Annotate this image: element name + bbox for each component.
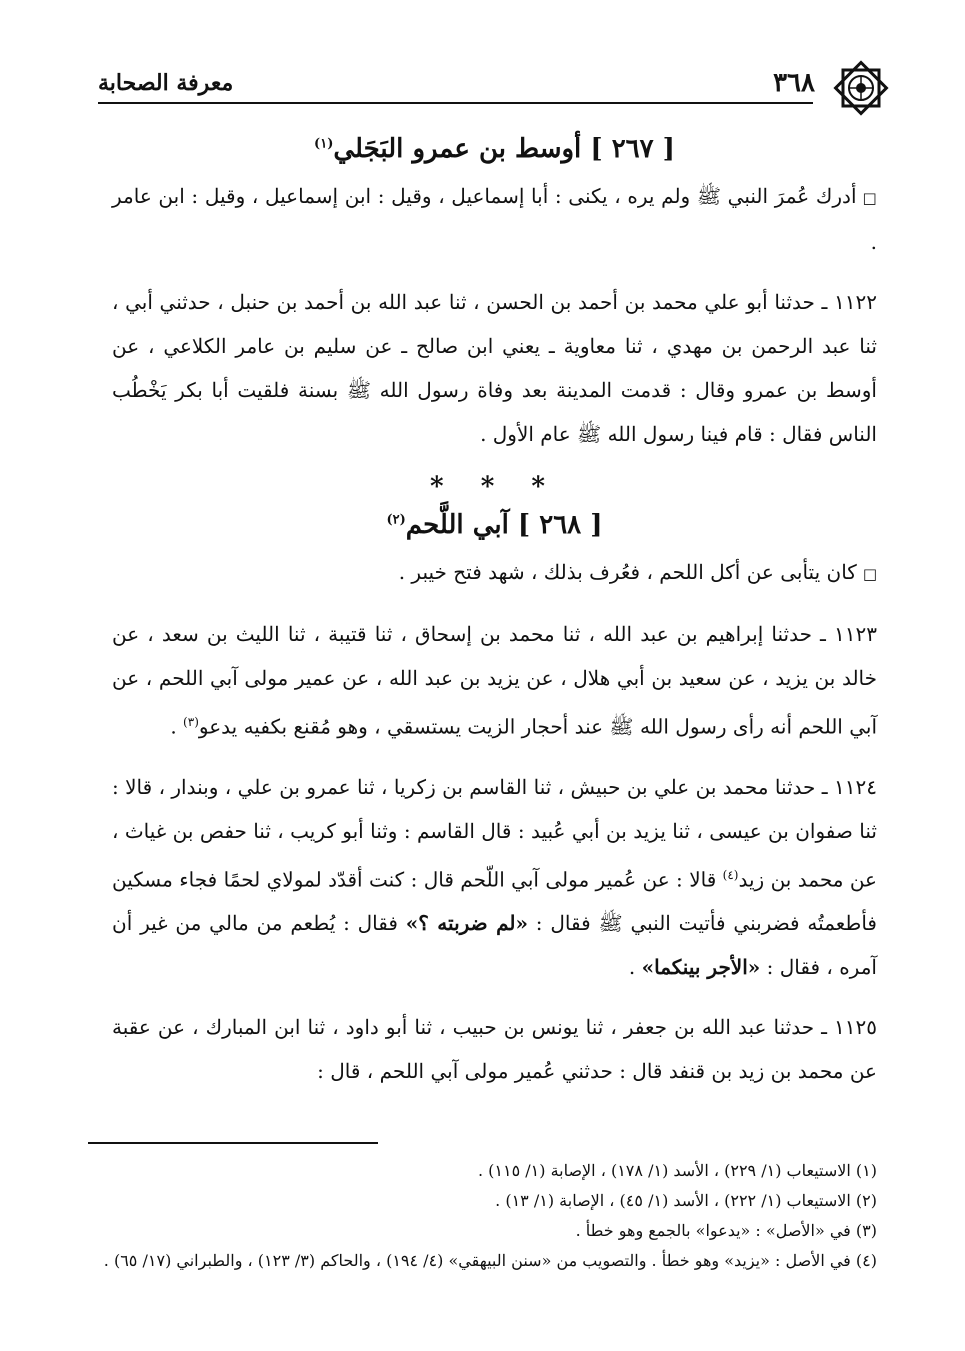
section-separator-stars: * * * xyxy=(430,472,559,502)
hadith-1122: ١١٢٢ ـ حدثنا أبو علي محمد بن أحمد بن الحسن ، ثنا عبد الله بن أحمد بن حنبل ، حدثني أبي ، ثنا عبد الرحمن بن مهدي ، ثنا معاوية ـ يعني ابن صالح ـ عن سليم بن عامر الكلاعي ، عن أوسط بن عمرو وقال : قدمت المدينة بعد وفاة رسول الله ﷺ بسنة فلقيت أبا بكر يَخْطُب الناس فقال : قام فينا رسول الله ﷺ عام الأول . xyxy=(112,290,877,446)
hadith-1125: ١١٢٥ ـ حدثنا عبد الله بن جعفر ، ثنا يونس بن حبيب ، ثنا أبو داود ، ثنا ابن المبارك ، عن عقبة عن محمد بن زيد بن قنفد قال : حدثني عُمير مولى آبي اللحم ، قال : xyxy=(112,1015,877,1084)
footnote-ref: (٣) xyxy=(183,715,199,729)
entry-intro-268 xyxy=(112,550,877,596)
square-bullet-icon: □ xyxy=(862,189,877,207)
hadith-1124 xyxy=(112,765,877,990)
square-bullet-icon: □ xyxy=(862,565,877,583)
footnote-1: (١) الاستيعاب (١/ ٢٢٩) ، الأسد (١/ ١٧٨) ، الإصابة (١/ ١١٥) . xyxy=(477,1161,877,1180)
footnotes xyxy=(100,1156,877,1276)
hadith-1123 xyxy=(112,612,877,749)
entry-intro-267 xyxy=(112,174,877,264)
footnote-ref: (٤) xyxy=(722,867,739,882)
header-rule xyxy=(98,102,813,104)
page-header xyxy=(98,58,877,110)
hadith-text: قالا : عن عُمير مولى آبي اللّحم قال : كنت أقدّد لمولاي لحمًا فجاء مسكين فأطعمتُه فضربني فأتيت النبي ﷺ فقال : xyxy=(112,867,877,936)
footnote-ref: (٢) xyxy=(386,512,406,528)
footnote-2: (٢) الاستيعاب (١/ ٢٢٢) ، الأسد (١/ ٤٥) ، الإصابة (١/ ١٣) . xyxy=(495,1191,877,1210)
hadith-text: ١١٢٤ ـ حدثنا محمد بن علي بن حبيش ، ثنا القاسم بن زكريا ، ثنا عمرو بن علي ، وبندار ، قالا : ثنا صفوان بن عيسى ، ثنا يزيد بن أبي عُبيد : قال القاسم : وثنا أبو كريب ، ثنا حفص بن غياث ، عن محمد بن زيد xyxy=(112,774,877,892)
octagonal-star-ornament-icon xyxy=(833,60,889,116)
hadith-text: . xyxy=(628,955,642,980)
footnote-ref: (١) xyxy=(314,136,334,152)
page-body xyxy=(112,128,877,1109)
hadith-text-end: . xyxy=(170,714,184,739)
prophet-quote: «لم ضربته ؟» xyxy=(405,911,528,936)
footnote-rule xyxy=(88,1142,378,1144)
entry-intro-text: كان يتأبى عن أكل اللحم ، فعُرف بذلك ، شهد فتح خيبر . xyxy=(398,560,857,584)
page-number: ٣٦٨ xyxy=(773,68,815,98)
hadith-text: ١١٢٣ ـ حدثنا إبراهيم بن عبد الله ، ثنا محمد بن إسحاق ، ثنا قتيبة ، ثنا الليث بن سعد ، عن خالد بن يزيد ، عن سعيد بن أبي هلال ، عن يزيد بن عبد الله ، عن عمير مولى آبي اللحم ، عن آبي اللحم أنه رأى رسول الله ﷺ عند أحجار الزيت يستسقي ، وهو مُقنع بكفيه يدعو xyxy=(112,622,877,739)
footnote-4: (٤) في الأصل : «يزيد» وهو خطأ . والتصويب من «سنن البيهقي» (٤/ ١٩٤) ، والحاكم (٣/ ١٢٣) ، والطبراني (١٧/ ٦٥) . xyxy=(103,1251,877,1270)
running-title: معرفة الصحابة xyxy=(98,70,234,96)
hadith-text: فقال : يُطعم من مالي من غير أن آمره ، فقال : xyxy=(112,911,877,980)
entry-intro-text: أدرك عُمرَ النبي ﷺ ولم يره ، يكنى : أبا إسماعيل ، وقيل : ابن إسماعيل ، وقيل : ابن عامر . xyxy=(112,184,877,254)
prophet-quote: «الأجر بينكما» xyxy=(641,955,761,980)
entry-heading-text: [ ٢٦٧ ] أوسط بن عمرو البَجَلي xyxy=(333,134,675,164)
entry-heading-text: [ ٢٦٨ ] آبي اللَّحم xyxy=(405,510,603,540)
footnote-3: (٣) في «الأصل» : «يدعوا» بالجمع وهو خطأ . xyxy=(575,1221,877,1240)
entry-heading-268 xyxy=(112,510,877,540)
entry-heading-267 xyxy=(112,134,877,164)
